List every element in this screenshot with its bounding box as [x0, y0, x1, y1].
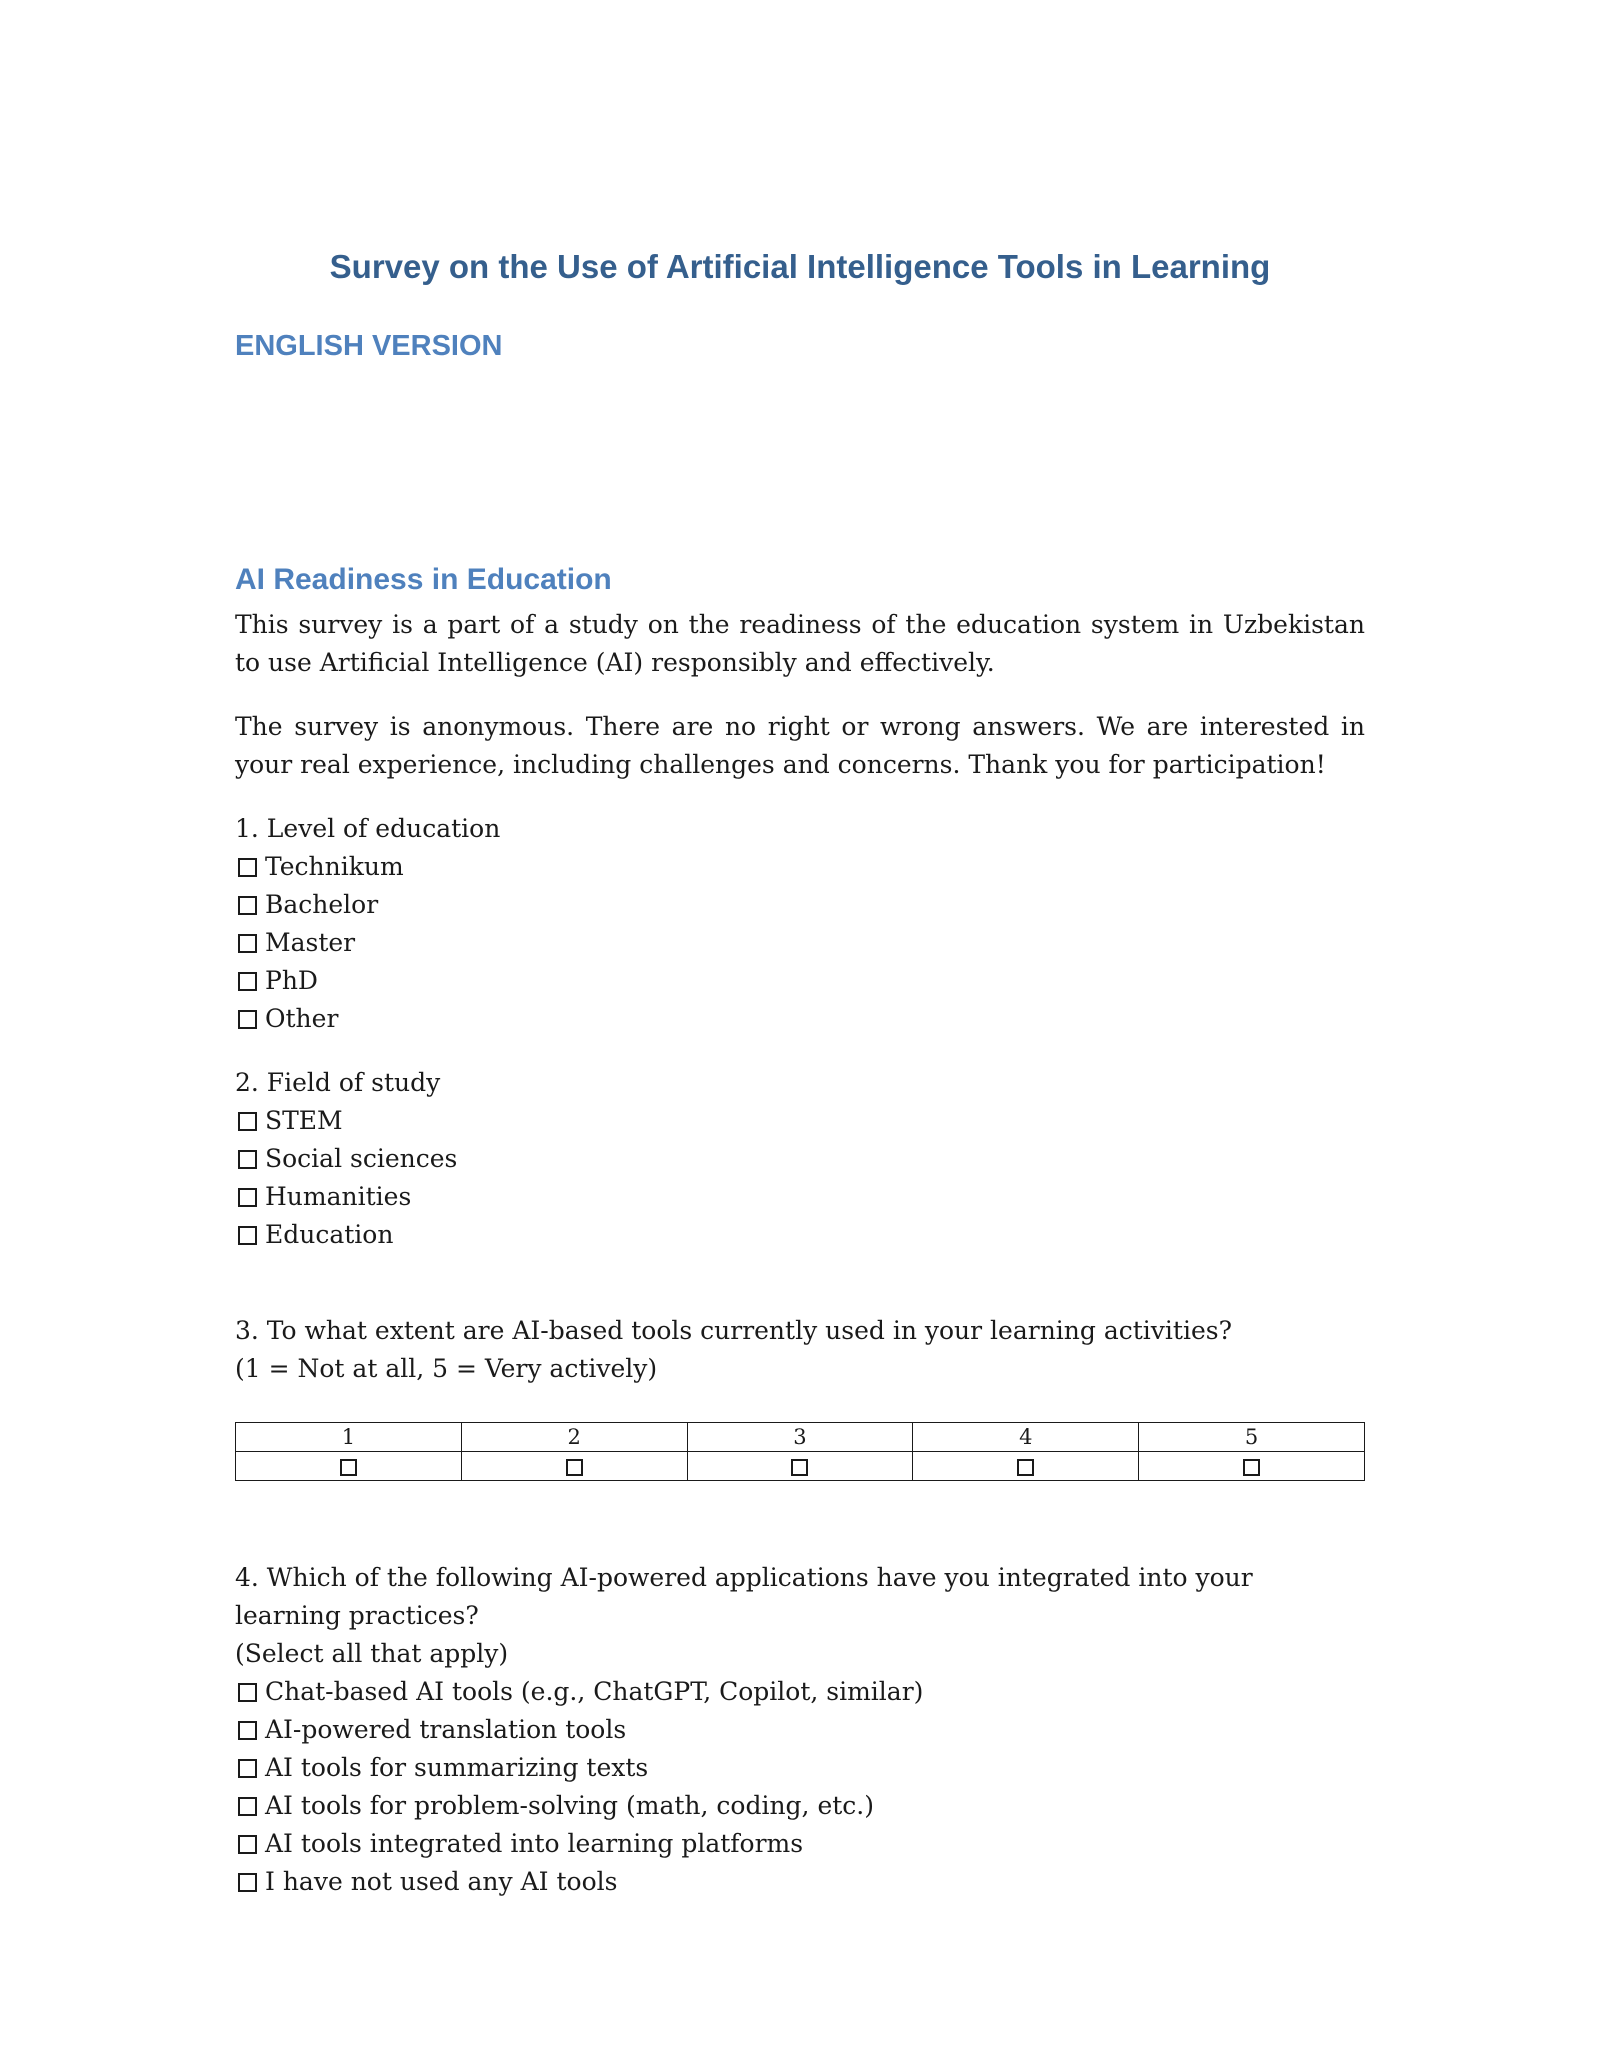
scale-cell-3: [687, 1452, 913, 1481]
checkbox-icon[interactable]: [1243, 1459, 1260, 1476]
intro-paragraph-1: This survey is a part of a study on the readiness of the education system in Uzbekistan to use Artificial Intelligence (AI) responsibly and effectively.: [235, 610, 1365, 677]
checkbox-icon[interactable]: [238, 1150, 257, 1169]
scale-cell-5: [1139, 1452, 1365, 1481]
checkbox-icon[interactable]: [238, 1226, 257, 1245]
checkbox-icon[interactable]: [238, 1010, 257, 1029]
version-label: ENGLISH VERSION: [235, 330, 503, 362]
question-3-scale-note: (1 = Not at all, 5 = Very actively): [235, 1354, 658, 1383]
checkbox-icon[interactable]: [238, 896, 257, 915]
rating-scale-table: [235, 1422, 1365, 1481]
option-label: Education: [265, 1220, 394, 1249]
checkbox-icon[interactable]: [238, 934, 257, 953]
q4-option-learning-platforms[interactable]: [235, 1825, 1365, 1863]
checkbox-icon[interactable]: [238, 1797, 257, 1816]
option-label: Bachelor: [265, 890, 379, 919]
scale-checkbox-row: [236, 1452, 1365, 1481]
option-label: PhD: [265, 966, 318, 995]
checkbox-icon[interactable]: [238, 1873, 257, 1892]
scale-label-4: 4: [913, 1423, 1139, 1452]
checkbox-icon[interactable]: [566, 1459, 583, 1476]
question-2-options: [235, 1102, 1365, 1254]
question-3-text: 3. To what extent are AI-based tools currently used in your learning activities?: [235, 1316, 1232, 1345]
checkbox-icon[interactable]: [340, 1459, 357, 1476]
option-label: Technikum: [265, 852, 404, 881]
q2-option-stem[interactable]: [235, 1102, 1365, 1140]
checkbox-icon[interactable]: [1017, 1459, 1034, 1476]
option-label: AI tools for summarizing texts: [265, 1753, 649, 1782]
option-label: AI-powered translation tools: [265, 1715, 627, 1744]
section-heading: AI Readiness in Education: [235, 563, 612, 596]
option-label: Social sciences: [265, 1144, 458, 1173]
q1-option-bachelor[interactable]: [235, 886, 1365, 924]
scale-cell-2: [461, 1452, 687, 1481]
question-4-instruction: (Select all that apply): [235, 1639, 509, 1668]
question-2-text: 2. Field of study: [235, 1068, 441, 1097]
q4-option-translation[interactable]: [235, 1711, 1365, 1749]
scale-label-3: 3: [687, 1423, 913, 1452]
option-label: Chat-based AI tools (e.g., ChatGPT, Copilot, similar): [265, 1677, 924, 1706]
scale-label-2: 2: [461, 1423, 687, 1452]
option-label: Humanities: [265, 1182, 412, 1211]
checkbox-icon[interactable]: [238, 972, 257, 991]
option-label: AI tools for problem-solving (math, coding, etc.): [265, 1791, 874, 1820]
intro-paragraph-2: The survey is anonymous. There are no right or wrong answers. We are interested in your real experience, including challenges and concerns. Thank you for participation!: [235, 712, 1365, 779]
checkbox-icon[interactable]: [238, 858, 257, 877]
q2-option-humanities[interactable]: [235, 1178, 1365, 1216]
q4-option-problem-solving[interactable]: [235, 1787, 1365, 1825]
checkbox-icon[interactable]: [238, 1683, 257, 1702]
q1-option-master[interactable]: [235, 924, 1365, 962]
option-label: Master: [265, 928, 356, 957]
scale-cell-1: [236, 1452, 462, 1481]
q4-option-none[interactable]: [235, 1863, 1365, 1901]
scale-header-row: [236, 1423, 1365, 1452]
option-label: AI tools integrated into learning platforms: [265, 1829, 804, 1858]
scale-label-1: 1: [236, 1423, 462, 1452]
question-1-text: 1. Level of education: [235, 814, 501, 843]
question-4-text: 4. Which of the following AI-powered applications have you integrated into your learning practices?: [235, 1563, 1253, 1630]
option-label: STEM: [265, 1106, 343, 1135]
scale-cell-4: [913, 1452, 1139, 1481]
checkbox-icon[interactable]: [238, 1835, 257, 1854]
checkbox-icon[interactable]: [238, 1188, 257, 1207]
q2-option-social-sciences[interactable]: [235, 1140, 1365, 1178]
q1-option-technikum[interactable]: [235, 848, 1365, 886]
document-title: Survey on the Use of Artificial Intelligence Tools in Learning: [329, 248, 1271, 285]
q1-option-other[interactable]: [235, 1000, 1365, 1038]
question-4-options: [235, 1673, 1365, 1901]
scale-label-5: 5: [1139, 1423, 1365, 1452]
question-1-options: [235, 848, 1365, 1038]
checkbox-icon[interactable]: [238, 1112, 257, 1131]
checkbox-icon[interactable]: [238, 1759, 257, 1778]
checkbox-icon[interactable]: [238, 1721, 257, 1740]
survey-content: [235, 560, 1365, 1927]
q4-option-chat-based[interactable]: [235, 1673, 1365, 1711]
q2-option-education[interactable]: [235, 1216, 1365, 1254]
option-label: I have not used any AI tools: [265, 1867, 618, 1896]
option-label: Other: [265, 1004, 339, 1033]
checkbox-icon[interactable]: [791, 1459, 808, 1476]
q1-option-phd[interactable]: [235, 962, 1365, 1000]
q4-option-summarizing[interactable]: [235, 1749, 1365, 1787]
